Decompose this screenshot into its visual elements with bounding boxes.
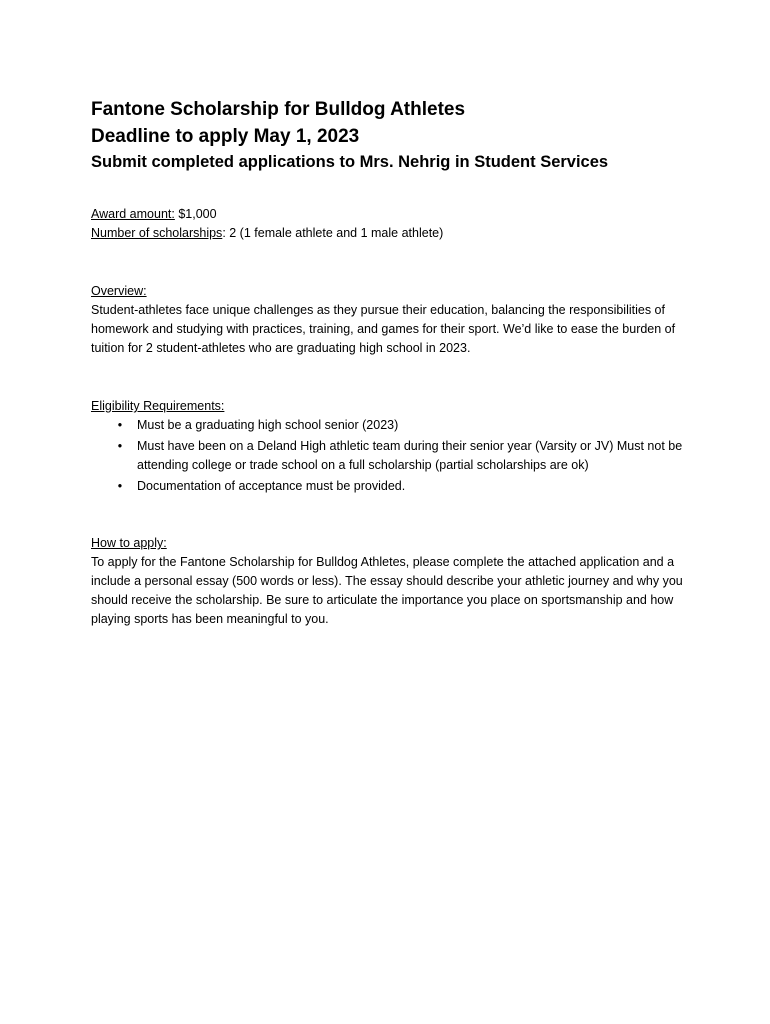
document-title: Fantone Scholarship for Bulldog Athletes: [91, 99, 466, 120]
list-item-text: Documentation of acceptance must be provided.: [137, 479, 406, 493]
overview-text: Student-athletes face unique challenges as they pursue their education, balancing the responsibilities of homework and studying with practices, training, and games for their sport. We’d like to ease the burden of tuition for 2 student-athletes who are graduating high school in 2023.: [91, 303, 676, 355]
bullet-icon: •: [117, 439, 123, 453]
list-item-text: Must have been on a Deland High athletic team during their senior year (Varsity or JV) Must not be attending college or trade school on a full scholarship (partial scholarships are ok): [137, 439, 683, 472]
overview-section: [91, 282, 691, 358]
award-amount-label: Award amount:: [91, 207, 175, 221]
list-item: [117, 477, 691, 496]
scholarship-count-line: [91, 224, 691, 243]
list-item: [117, 416, 691, 435]
list-item-text: Must be a graduating high school senior (2023): [137, 418, 399, 432]
award-section: [91, 205, 691, 243]
overview-label: Overview:: [91, 284, 147, 298]
scholarship-count-value: : 2 (1 female athlete and 1 male athlete): [222, 226, 444, 240]
deadline-heading: Deadline to apply May 1, 2023: [91, 126, 360, 147]
how-to-apply-text: To apply for the Fantone Scholarship for Bulldog Athletes, please complete the attached application and a include a personal essay (500 words or less). The essay should describe your athletic journey and why you should receive the scholarship. Be sure to articulate the importance you place on sportsmanship and how playing sports has been meaningful to you.: [91, 555, 683, 626]
document-content: [91, 96, 691, 629]
award-amount-line: [91, 205, 691, 224]
scholarship-count-label: Number of scholarships: [91, 226, 223, 240]
bullet-icon: •: [117, 418, 123, 432]
eligibility-list: [91, 416, 691, 496]
submit-instructions: Submit completed applications to Mrs. Nehrig in Student Services: [91, 153, 609, 171]
list-item: [117, 437, 691, 475]
how-to-apply-section: [91, 534, 691, 629]
how-to-apply-label: How to apply:: [91, 536, 167, 550]
eligibility-label: Eligibility Requirements:: [91, 399, 225, 413]
eligibility-section: [91, 397, 691, 496]
bullet-icon: •: [117, 479, 123, 493]
award-amount-value: $1,000: [174, 207, 217, 221]
